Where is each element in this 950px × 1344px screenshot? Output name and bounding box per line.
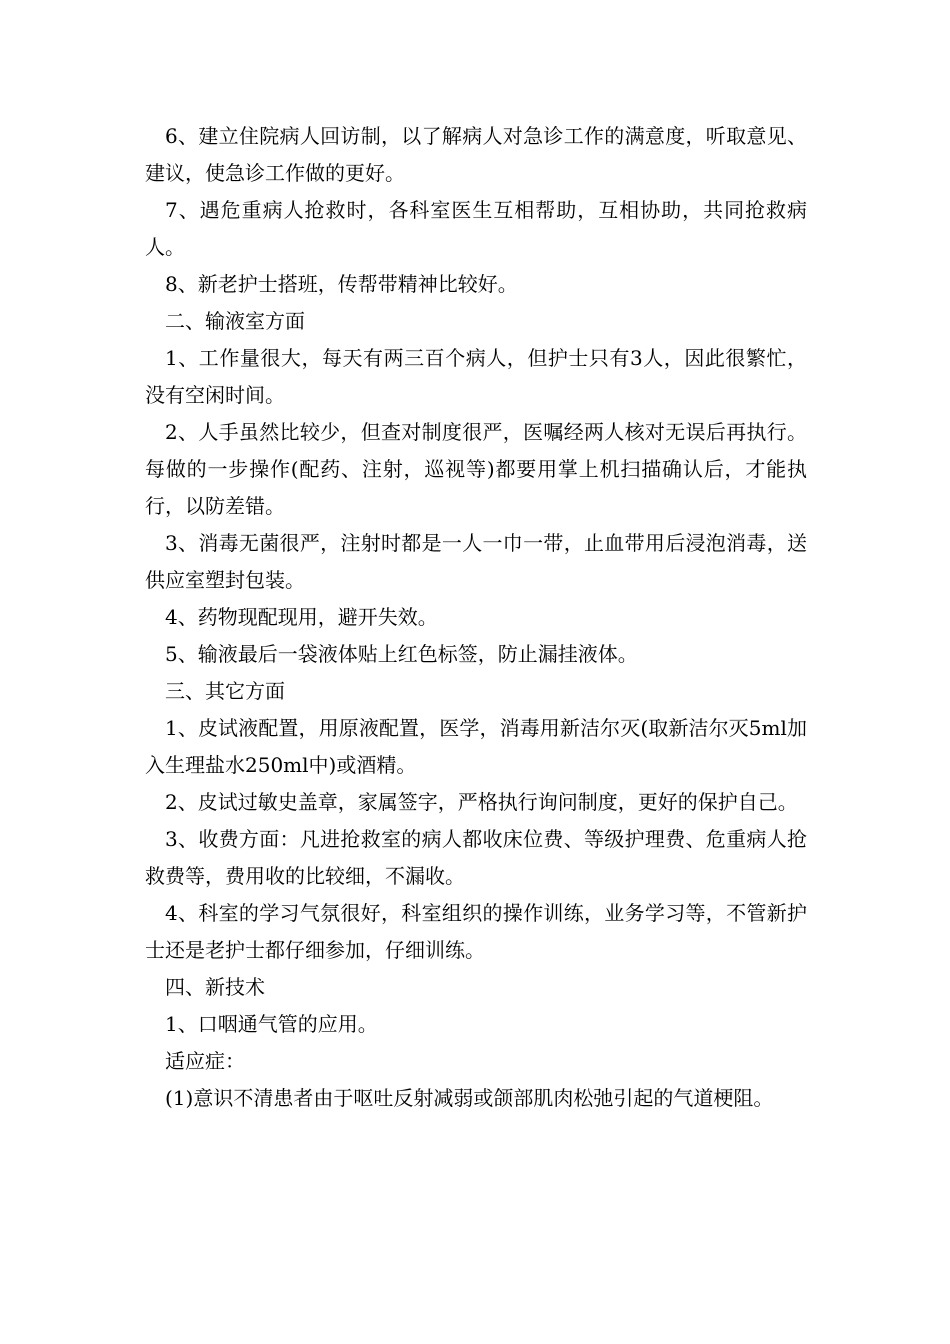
paragraph-indications-label: 适应症：	[165, 1049, 245, 1073]
paragraph-other-4: 4、科室的学习气氛很好，科室组织的操作训练，业务学习等，不管新护士还是老护士都仔细参加，仔细训练。	[145, 901, 807, 962]
paragraph-infusion-5: 5、输液最后一袋液体贴上红色标签，防止漏挂液体。	[165, 642, 638, 666]
paragraph-infusion-1: 1、工作量很大，每天有两三百个病人，但护士只有3人，因此很繁忙，没有空闲时间。	[145, 346, 807, 407]
paragraph-indication-1: (1)意识不清患者由于呕吐反射减弱或颌部肌肉松弛引起的气道梗阻。	[165, 1086, 774, 1110]
section-heading-new-technology: 四、新技术	[165, 975, 265, 999]
section-heading-other: 三、其它方面	[165, 679, 285, 703]
paragraph-infusion-4: 4、药物现配现用，避开失效。	[165, 605, 438, 629]
paragraph-6-followup: 6、建立住院病人回访制，以了解病人对急诊工作的满意度，听取意见、建议，使急诊工作做的更好。	[145, 124, 807, 185]
paragraph-infusion-2: 2、人手虽然比较少，但查对制度很严，医嘱经两人核对无误后再执行。每做的一步操作(配药、注射，巡视等)都要用掌上机扫描确认后，才能执行，以防差错。	[145, 420, 807, 518]
paragraph-8-mentoring: 8、新老护士搭班，传帮带精神比较好。	[165, 272, 518, 296]
document-body	[145, 118, 807, 1117]
section-heading-infusion-room: 二、输液室方面	[165, 309, 305, 333]
paragraph-other-1: 1、皮试液配置，用原液配置，医学，消毒用新洁尔灭(取新洁尔灭5ml加入生理盐水250ml中)或酒精。	[145, 716, 807, 777]
paragraph-tech-1: 1、口咽通气管的应用。	[165, 1012, 378, 1036]
paragraph-other-3: 3、收费方面：凡进抢救室的病人都收床位费、等级护理费、危重病人抢救费等，费用收的比较细，不漏收。	[145, 827, 807, 888]
paragraph-7-rescue: 7、遇危重病人抢救时，各科室医生互相帮助，互相协助，共同抢救病人。	[145, 198, 807, 259]
paragraph-infusion-3: 3、消毒无菌很严，注射时都是一人一巾一带，止血带用后浸泡消毒，送供应室塑封包装。	[145, 531, 807, 592]
paragraph-other-2: 2、皮试过敏史盖章，家属签字，严格执行询问制度，更好的保护自己。	[165, 790, 798, 814]
